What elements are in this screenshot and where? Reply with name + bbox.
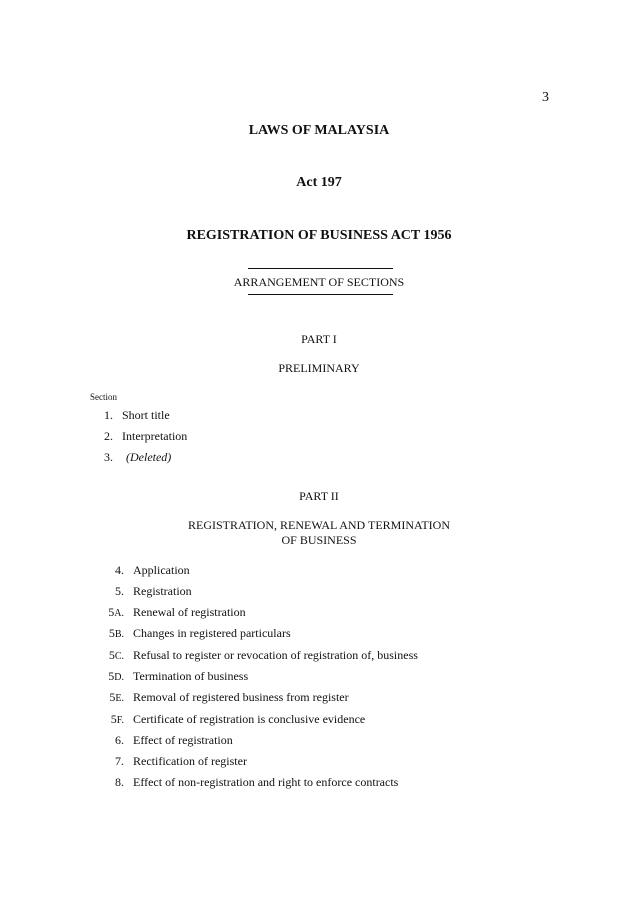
toc-entry-text: Renewal of registration — [133, 605, 246, 619]
part-1-label: PART I — [301, 332, 337, 346]
toc-entry-text: Refusal to register or revocation of registration of, business — [133, 648, 418, 662]
act-title: REGISTRATION OF BUSINESS ACT 1956 — [186, 228, 452, 243]
toc-entry-number: 1. — [104, 408, 113, 422]
arrangement-rule-top — [248, 268, 393, 269]
toc-entry-text: Registration — [133, 584, 192, 598]
toc-entry-text: (Deleted) — [126, 450, 172, 464]
toc-entry-number: 4. — [115, 563, 124, 577]
arrangement-heading: ARRANGEMENT OF SECTIONS — [233, 275, 405, 289]
toc-entry-number: 2. — [104, 429, 113, 443]
toc-entry-text: Changes in registered particulars — [133, 626, 291, 640]
toc-entry-text: Short title — [122, 408, 170, 422]
document-title: LAWS OF MALAYSIA — [248, 123, 390, 138]
part-2-title — [0, 518, 638, 548]
toc-entry-text: Rectification of register — [133, 754, 247, 768]
toc-entry-number: 5A. — [108, 605, 124, 619]
section-column-label: Section — [90, 392, 117, 402]
part-2-title-line-1: REGISTRATION, RENEWAL AND TERMINATION — [188, 518, 450, 532]
arrangement-rule-bottom — [248, 294, 393, 295]
toc-entry-number: 5C. — [108, 648, 124, 662]
part-2-label: PART II — [299, 489, 339, 503]
toc-entry-text: Effect of non-registration and right to enforce contracts — [133, 775, 399, 789]
toc-entry-number: 3. — [104, 450, 113, 464]
toc-entry-text: Certificate of registration is conclusive evidence — [133, 712, 366, 726]
toc-entry-text: Application — [133, 563, 190, 577]
toc-entry-number: 5D. — [108, 669, 124, 683]
toc-entry-text: Removal of registered business from register — [133, 690, 349, 704]
toc-entry-text: Effect of registration — [133, 733, 233, 747]
toc-entry-number: 8. — [115, 775, 124, 789]
part-2-title-line-2: OF BUSINESS — [281, 533, 357, 547]
part-1-title: PRELIMINARY — [278, 361, 360, 375]
toc-entry-number: 5. — [115, 584, 124, 598]
toc-entry-number: 6. — [115, 733, 124, 747]
toc-entry-number: 5F. — [110, 712, 124, 726]
page-number: 3 — [542, 90, 549, 105]
toc-entry-text: Termination of business — [133, 669, 249, 683]
toc-entry-number: 7. — [115, 754, 124, 768]
toc-entry-number: 5E. — [109, 690, 124, 704]
toc-entry-text: Interpretation — [122, 429, 188, 443]
toc-entry-number: 5B. — [108, 626, 124, 640]
act-number: Act 197 — [296, 175, 342, 190]
